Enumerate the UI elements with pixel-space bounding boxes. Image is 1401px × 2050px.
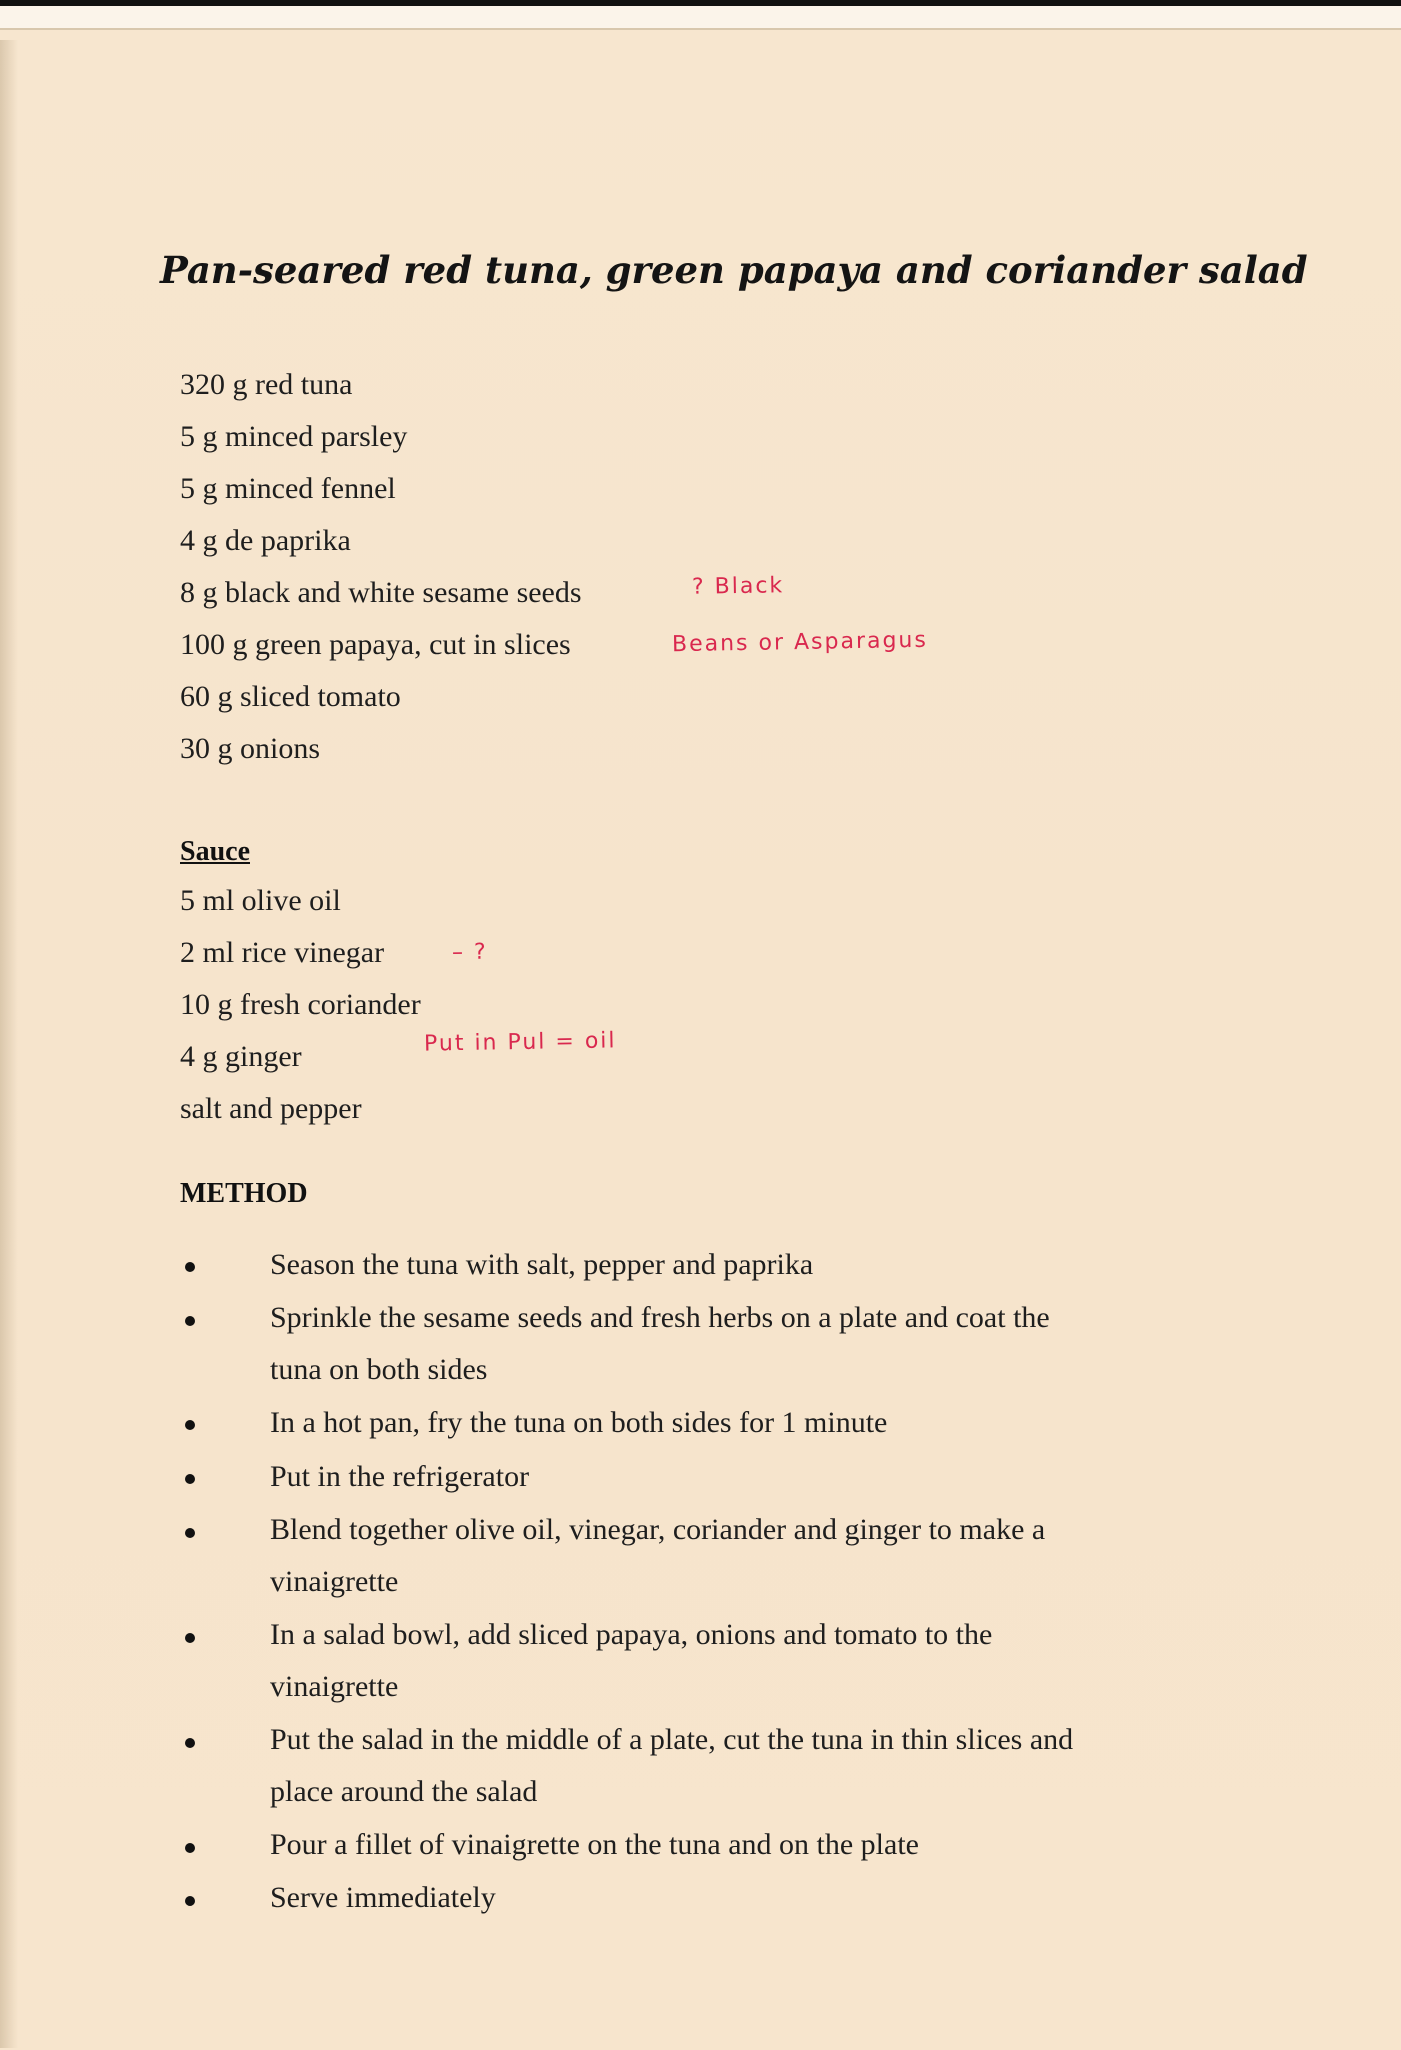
method-step-line: tuna on both sides (270, 1353, 488, 1386)
scan-top-edge (0, 0, 1401, 6)
bullet-point (185, 1262, 195, 1272)
sauce-item: salt and pepper (180, 1092, 362, 1125)
bullet-point (185, 1528, 195, 1538)
method-step-line: vinaigrette (270, 1670, 399, 1703)
method-step-line: Put in the refrigerator (270, 1460, 530, 1493)
handwritten-note-vinegar: – ? (451, 939, 488, 966)
method-step-line: Sprinkle the sesame seeds and fresh herbs on a plate and coat the (270, 1301, 1050, 1334)
method-step-line: Pour a fillet of vinaigrette on the tuna and on the plate (270, 1828, 919, 1861)
method-step-line: Put the salad in the middle of a plate, cut the tuna in thin slices and (270, 1723, 1074, 1756)
method-step-line: In a hot pan, fry the tuna on both sides for 1 minute (270, 1406, 888, 1439)
ingredient-item: 100 g green papaya, cut in slices (180, 628, 571, 661)
ingredient-item: 60 g sliced tomato (180, 680, 401, 713)
sauce-item: 2 ml rice vinegar (180, 936, 385, 969)
method-step-line: Season the tuna with salt, pepper and paprika (270, 1248, 814, 1281)
ingredient-item: 5 g minced parsley (180, 420, 408, 453)
handwritten-note-papaya: Beans or Asparagus (671, 627, 929, 658)
method-step-line: Blend together olive oil, vinegar, coriander and ginger to make a (270, 1513, 1046, 1546)
page-edge-shadow (0, 40, 18, 2048)
handwritten-note-sesame: ? Black (691, 573, 785, 600)
ingredient-item: 320 g red tuna (180, 368, 353, 401)
ingredient-item: 5 g minced fennel (180, 472, 396, 505)
bullet-point (185, 1316, 195, 1326)
ingredient-item: 30 g onions (180, 732, 321, 765)
method-heading: METHOD (180, 1178, 308, 1209)
bullet-point (185, 1843, 195, 1853)
ingredient-item: 4 g de paprika (180, 524, 351, 557)
bullet-point (185, 1738, 195, 1748)
bullet-point (185, 1896, 195, 1906)
method-step-line: place around the salad (270, 1775, 538, 1808)
handwritten-note-ginger: Put in Pul = oil (423, 1028, 617, 1057)
method-step-line: Serve immediately (270, 1881, 496, 1914)
ingredient-item: 8 g black and white sesame seeds (180, 576, 582, 609)
sauce-item: 5 ml olive oil (180, 884, 341, 917)
sauce-item: 10 g fresh coriander (180, 988, 421, 1021)
sauce-heading: Sauce (180, 836, 250, 867)
recipe-title: Pan-seared red tuna, green papaya and coriander salad (160, 248, 1308, 292)
bullet-point (185, 1420, 195, 1430)
method-step-line: vinaigrette (270, 1565, 399, 1598)
method-step-line: In a salad bowl, add sliced papaya, onions and tomato to the (270, 1618, 993, 1651)
bullet-point (185, 1633, 195, 1643)
bullet-point (185, 1474, 195, 1484)
sauce-item: 4 g ginger (180, 1040, 302, 1073)
